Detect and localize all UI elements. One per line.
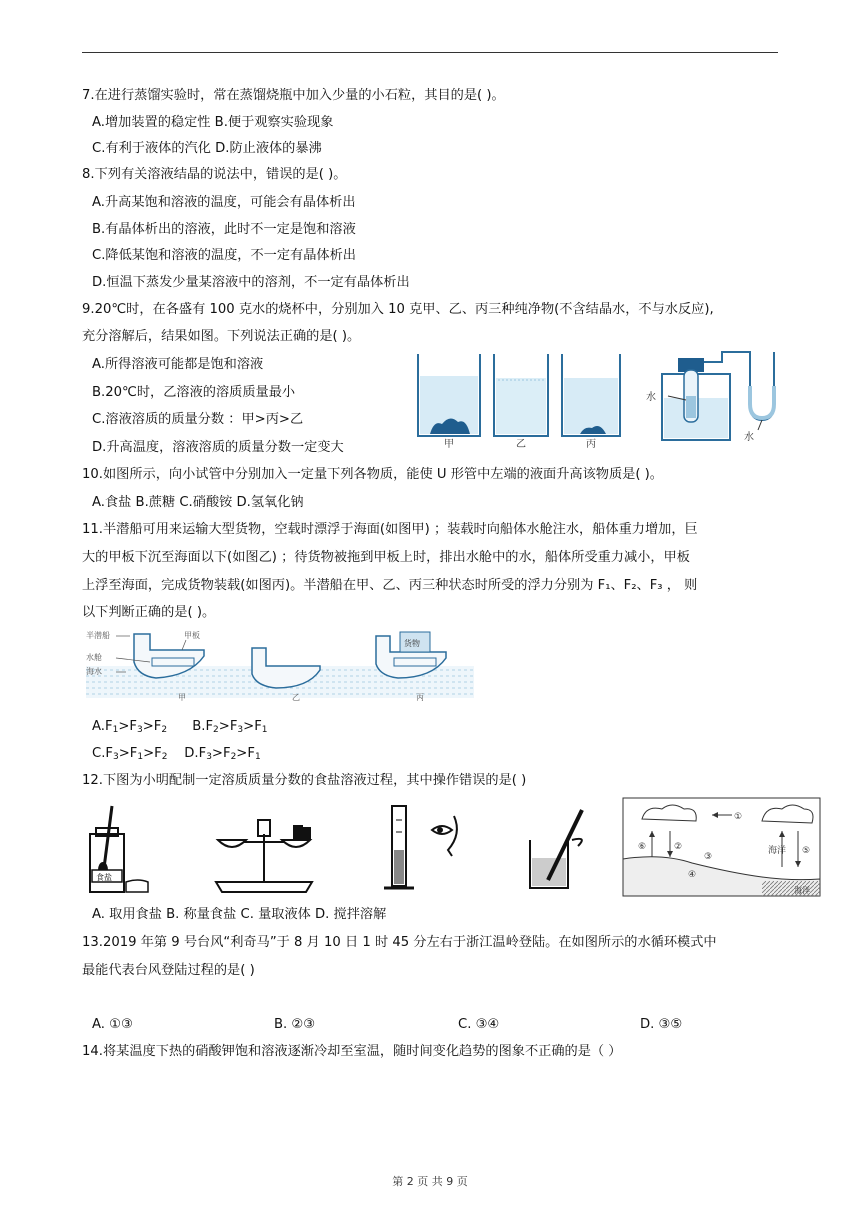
cycle-label-7: ⑥: [638, 842, 647, 852]
q8-option-c: C.降低某饱和溶液的温度，不一定有晶体析出: [92, 248, 356, 263]
label-bing: 丙: [586, 439, 596, 448]
q9-option-b: B.20℃时，乙溶液的溶质质量最小: [92, 385, 296, 400]
cycle-label-4: ③: [704, 852, 713, 862]
q9-beakers-figure: [410, 348, 635, 448]
q8-option-a: A.升高某饱和溶液的温度，可能会有晶体析出: [92, 195, 356, 210]
cycle-label-2: ①: [734, 812, 743, 822]
cycle-label-5: ④: [688, 870, 697, 880]
q13-option-d: D. ③⑤: [640, 1017, 683, 1032]
q8-option-d: D.恒温下蒸发少量某溶液中的溶剂，不一定有晶体析出: [92, 275, 410, 290]
q13-stem-line2: 最能代表台风登陆过程的是( ): [82, 963, 255, 978]
q9-option-a: A.所得溶液可能都是饱和溶液: [92, 357, 264, 372]
q7-stem: 7.在进行蒸馏实验时，常在蒸馏烧瓶中加入少量的小石粒，其目的是( )。: [82, 88, 505, 103]
label-fig-yi: 乙: [292, 693, 300, 702]
q13-stem-line1: 13.2019 年第 9 号台风“利奇马”于 8 月 10 日 1 时 45 分左右于浙江温岭登陆。在如图所示的水循环模式中: [82, 935, 717, 950]
q11-stem-line2: 大的甲板下沉至海面以下(如图乙) ；待货物被拖到甲板上时，排出水舱中的水，船体所受重力减小，甲板: [82, 550, 690, 565]
q11-stem-line3: 上浮至海面，完成货物装载(如图丙)。半潜船在甲、乙、丙三种状态时所受的浮力分别为 F₁、F₂、F₃ ， 则: [82, 578, 698, 593]
q9-stem-line1: 9.20℃时，在各盛有 100 克水的烧杯中，分别加入 10 克甲、乙、丙三种纯净物(不含结晶水，不与水反应),: [82, 302, 714, 317]
q14-stem: 14.将某温度下热的硝酸钾饱和溶液逐渐冷却至室温，随时间变化趋势的图象不正确的是（ ）: [82, 1044, 622, 1059]
label-ballast-tank: 水舱: [86, 653, 102, 662]
cycle-label-1: 海洋: [768, 846, 787, 856]
q13-water-cycle-figure: [622, 797, 822, 897]
label-cargo: 货物: [404, 639, 420, 648]
cycle-label-6: ⑤: [802, 846, 811, 856]
q9-stem-line2: 充分溶解后，结果如图。下列说法正确的是( )。: [82, 329, 361, 344]
page-footer: 第 2 页 共 9 页: [392, 1175, 468, 1188]
q11-options-cd: $C.F_3>F_1>F_2$ $D.F_3>F_2>F_1$: [92, 746, 261, 762]
q8-stem: 8.下列有关溶液结晶的说法中，错误的是( )。: [82, 167, 347, 182]
q11-stem-line4: 以下判断正确的是( )。: [82, 605, 216, 620]
q13-option-a: A. ①③: [92, 1017, 133, 1032]
label-jia: 甲: [444, 439, 454, 448]
label-yi: 乙: [516, 439, 526, 448]
q10-u-tube-figure: [640, 346, 780, 446]
q13-option-c: C. ③④: [458, 1017, 500, 1032]
q10-stem: 10.如图所示，向小试管中分别加入一定量下列各物质，能使 U 形管中左端的液面升高该物质是( )。: [82, 467, 663, 482]
label-water-left: 水: [646, 392, 656, 403]
q7-options-cd: C.有利于液体的汽化 D.防止液体的暴沸: [92, 141, 322, 156]
q9-option-d: D.升高温度，溶液溶质的质量分数一定变大: [92, 440, 344, 455]
beaker-yi: [494, 354, 548, 448]
q12-operations-figure: [82, 800, 622, 900]
beaker-bing: [562, 354, 620, 448]
label-water-right: 水: [744, 432, 754, 443]
q11-options-ab: $A.F_1>F_3>F_2$ $B.F_2>F_3>F_1$: [92, 719, 268, 735]
q12-stem: 12.下图为小明配制一定溶质质量分数的食盐溶液过程，其中操作错误的是( ): [82, 773, 527, 788]
label-deck: 甲板: [184, 631, 200, 640]
q12-options: A. 取用食盐 B. 称量食盐 C. 量取液体 D. 搅拌溶解: [92, 907, 387, 922]
label-fig-jia: 甲: [178, 693, 186, 702]
q7-options-ab: A.增加装置的稳定性 B.便于观察实验现象: [92, 115, 334, 130]
op-weigh-salt: [216, 820, 312, 892]
q13-option-b: B. ②③: [274, 1017, 316, 1032]
op-stir-dissolve: [530, 810, 582, 888]
cycle-label-3: ②: [674, 842, 683, 852]
q9-option-c: C.溶液溶质的质量分数 ：甲>丙>乙: [92, 412, 304, 427]
q11-ship-figure: [86, 626, 476, 704]
label-salt: 食盐: [96, 873, 112, 882]
label-seawater: 海水: [86, 667, 102, 676]
header-rule: [82, 52, 778, 53]
op-measure-liquid: [384, 806, 457, 888]
label-ocean: 海洋: [794, 886, 810, 895]
label-semi-sub-ship: 半潜船: [86, 631, 110, 640]
q10-options: A.食盐 B.蔗糖 C.硝酸铵 D.氢氧化钠: [92, 495, 304, 510]
q8-option-b: B.有晶体析出的溶液，此时不一定是饱和溶液: [92, 222, 356, 237]
label-fig-bing: 丙: [416, 693, 424, 702]
q11-stem-line1: 11.半潜船可用来运输大型货物，空载时漂浮于海面(如图甲) ；装载时向船体水舱注水，船体重力增加，巨: [82, 522, 698, 537]
beaker-jia: [418, 354, 480, 448]
